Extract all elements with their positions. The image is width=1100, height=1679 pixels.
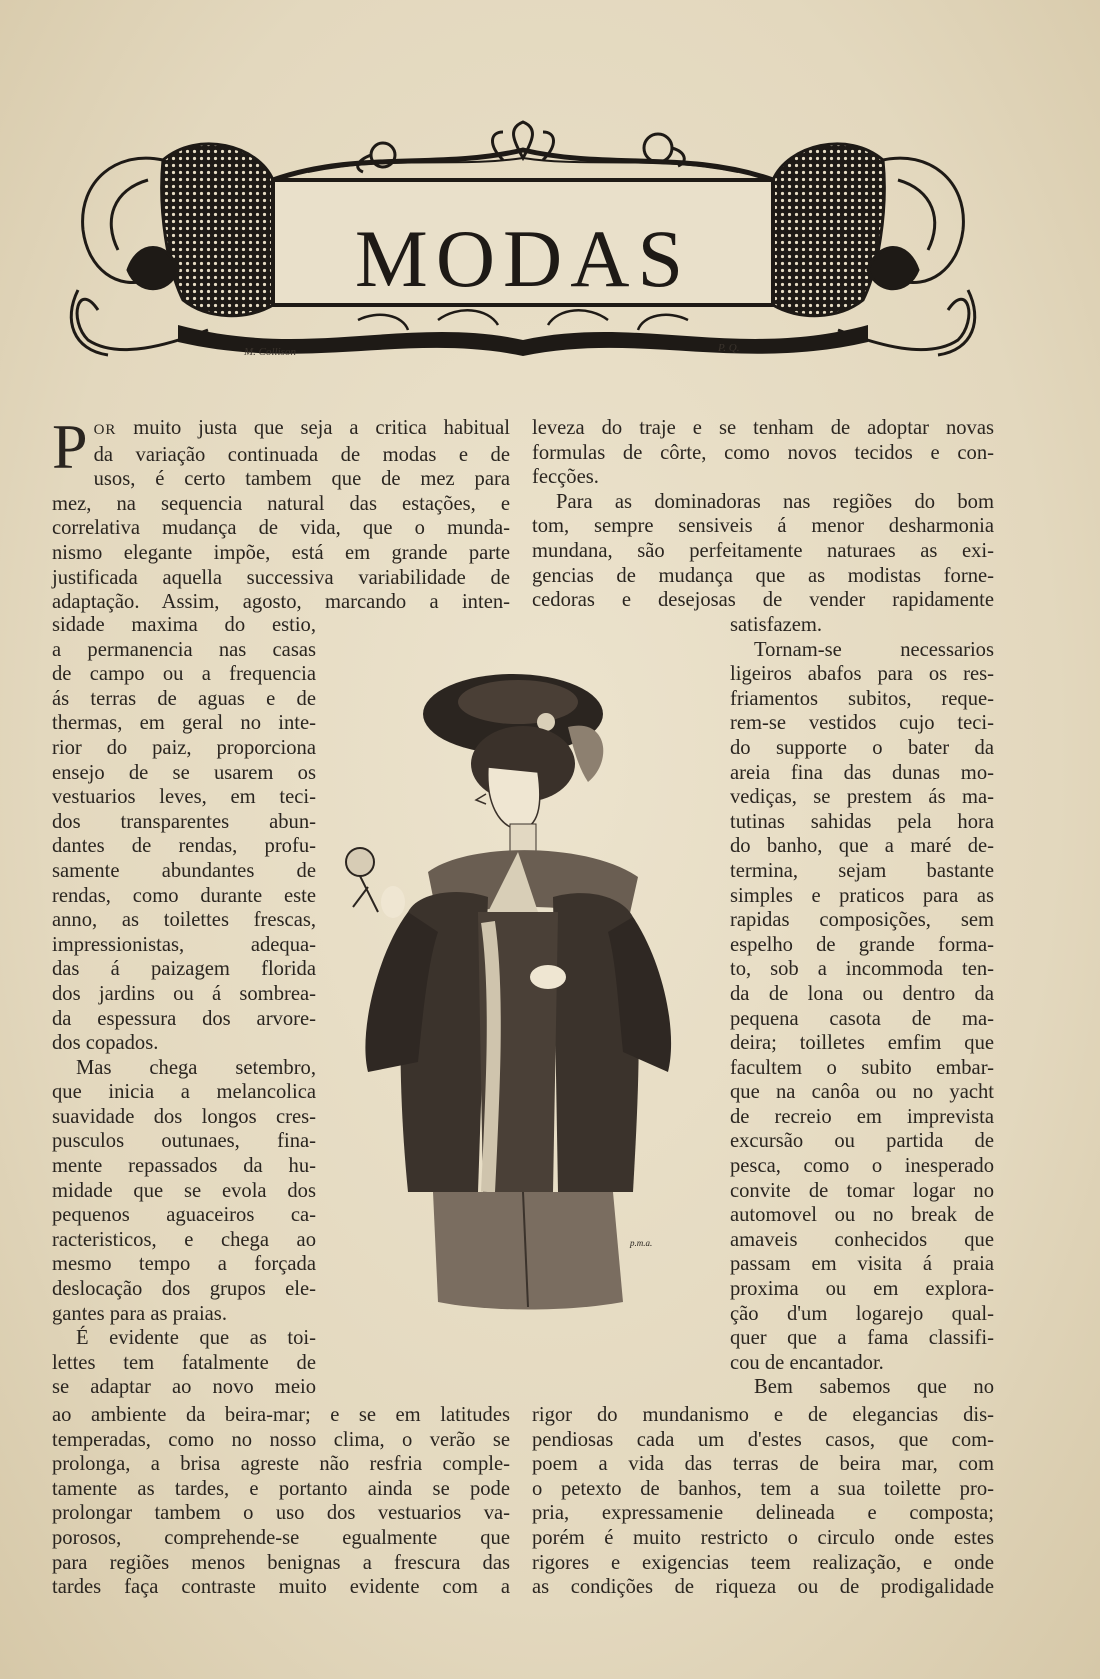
text-line: que inicia a melancolica	[52, 1081, 316, 1104]
text-line: tom, sempre sensiveis á menor desharmonia	[532, 515, 994, 538]
text-line: É evidente que as toi-	[76, 1327, 316, 1350]
text-line: anno, as toilettes frescas,	[52, 909, 316, 932]
text-line: ligeiros abafos para os res-	[730, 663, 994, 686]
left-column-top	[52, 411, 510, 615]
text-line: fecções.	[532, 466, 599, 489]
text-line: rem-se vestidos cujo teci-	[730, 712, 994, 735]
text-line: automovel ou no break de	[730, 1204, 994, 1227]
text-line: dos copados.	[52, 1032, 159, 1055]
text-line: pusculos outunaes, fina-	[52, 1130, 316, 1153]
woman-figure-image	[338, 672, 698, 1378]
text-line: lettes tem fatalmente de	[52, 1351, 316, 1374]
text-line: ás terras de aguas e de	[52, 687, 316, 710]
smallcaps-intro: OR	[93, 422, 117, 438]
text-line: passam em visita á praia	[730, 1253, 994, 1276]
text-line: midade que se evola dos	[52, 1179, 316, 1202]
text-line: para regiões menos benignas a frescura das	[52, 1551, 510, 1574]
text-line: das á paizagem florida	[52, 958, 316, 981]
text-line: thermas, em geral no inte-	[52, 712, 316, 735]
text-line: sidade maxima do estio,	[52, 614, 316, 636]
text-line: mez, na sequencia natural das estações, e	[52, 492, 510, 515]
text-line: impressionistas, adequa-	[52, 933, 316, 956]
right-column-bottom	[532, 1403, 994, 1600]
text-line-rest: muito justa que seja a critica habitual	[116, 417, 510, 439]
text-line: areia fina das dunas mo-	[730, 761, 994, 784]
text-line: suavidade dos longos cres-	[52, 1105, 316, 1128]
text-line: do banho, que a maré de-	[730, 835, 994, 858]
text-line: mesmo tempo a forçada	[52, 1253, 316, 1276]
text-line: as condições de riqueza ou de prodigalidade	[532, 1576, 994, 1599]
text-line: rigor do mundanismo e de elegancias dis-	[532, 1404, 994, 1426]
text-line: vestuarios leves, em teci-	[52, 786, 316, 809]
text-line: Bem sabemos que no	[754, 1376, 994, 1399]
text-line: cou de encantador.	[730, 1351, 884, 1374]
illustration-signature: p.m.a.	[630, 1238, 653, 1248]
text-line: ensejo de se usarem os	[52, 761, 316, 784]
text-line: pequenos aguaceiros ca-	[52, 1204, 316, 1227]
text-line	[52, 416, 510, 443]
text-line: tardes faça contraste muito evidente com a	[52, 1576, 510, 1599]
text-line: da espessura dos arvore-	[52, 1007, 316, 1030]
text-line: gantes para as praias.	[52, 1302, 227, 1325]
text-line: tamente as tardes, e portanto ainda se pode	[52, 1477, 510, 1500]
text-line: Tornam-se necessarios	[754, 638, 994, 661]
text-line: pendiosas cada um d'estes casos, que com-	[532, 1428, 994, 1451]
text-line: pria, expressamenie delineada e composta;	[532, 1502, 994, 1525]
text-line: proxima ou em explora-	[730, 1278, 994, 1301]
text-line: adaptação. Assim, agosto, marcando a inten-	[52, 591, 510, 614]
text-line: simples e praticos para as	[730, 884, 994, 907]
text-line: amaveis conhecidos que	[730, 1228, 994, 1251]
text-line: se adaptar ao novo meio	[52, 1376, 316, 1399]
text-line: tutinas sahidas pela hora	[730, 810, 994, 833]
text-line: de recreio em imprevista	[730, 1105, 994, 1128]
text-line: correlativa mudança de vida, que o munda-	[52, 517, 510, 540]
text-line: dos transparentes abun-	[52, 810, 316, 833]
text-line: to, sob a incommoda ten-	[730, 958, 994, 981]
text-line: do supporte o bater da	[730, 736, 994, 759]
text-line: rior do paiz, proporciona	[52, 736, 316, 759]
text-line: rigores e exigencias teem realização, e onde	[532, 1551, 994, 1574]
text-line: prolonga, a brisa agreste não resfria comple-	[52, 1453, 510, 1476]
text-line: mundana, são perfeitamente naturaes as exi-	[532, 539, 994, 562]
text-line: de campo ou a frequencia	[52, 663, 316, 686]
text-line: dos jardins ou á sombrea-	[52, 982, 316, 1005]
text-line: dantes de rendas, profu-	[52, 835, 316, 858]
text-line: Mas chega setembro,	[76, 1056, 316, 1079]
text-line: deslocação dos grupos ele-	[52, 1278, 316, 1301]
text-line: nismo elegante impõe, está em grande parte	[52, 541, 510, 564]
text-line: que na canôa ou no yacht	[730, 1081, 994, 1104]
text-line: rapidas composições, sem	[730, 909, 994, 932]
text-line: quer que a fama classifi-	[730, 1327, 994, 1350]
text-line: gencias de mudança que as modistas forne-	[532, 564, 994, 587]
left-column-bottom	[52, 1403, 510, 1600]
text-line: Para as dominadoras nas regiões do bom	[556, 490, 994, 513]
text-line: friamentos subitos, reque-	[730, 687, 994, 710]
text-line: deira; toilletes emfim que	[730, 1032, 994, 1055]
text-line: excursão ou partida de	[730, 1130, 994, 1153]
text-line: leveza do traje e se tenham de adoptar novas	[532, 417, 994, 439]
text-line: ao ambiente da beira-mar; e se em latitudes	[52, 1404, 510, 1426]
text-line: vediças, se prestem ás ma-	[730, 786, 994, 809]
dropcap: P	[52, 411, 88, 482]
text-line: porém é muito restricto o circulo onde estes	[532, 1526, 994, 1549]
right-column-narrow	[730, 613, 994, 1400]
text-line: convite de tomar logar no	[730, 1179, 994, 1202]
text-line: racteristicos, e chega ao	[52, 1228, 316, 1251]
ornamental-header	[58, 120, 988, 370]
text-line: ção d'um logarejo qual-	[730, 1302, 994, 1325]
text-line: prolongar tambem o uso dos vestuarios va-	[52, 1502, 510, 1525]
text-line: facultem o subito embar-	[730, 1056, 994, 1079]
text-line: rendas, como durante este	[52, 884, 316, 907]
text-line: justificada aquella successiva variabilidade de	[52, 566, 510, 589]
text-line: da de lona ou dentro da	[730, 982, 994, 1005]
text-line: a permanencia nas casas	[52, 638, 316, 661]
text-line: mente repassados da hu-	[52, 1155, 316, 1178]
text-line: o petexto de banhos, tem a sua toilette pro-	[532, 1477, 994, 1500]
text-line: samente abundantes de	[52, 859, 316, 882]
text-line: poem a vida das terras de beira mar, com	[532, 1453, 994, 1476]
artist-signature-right: P. Q.	[718, 342, 740, 354]
right-column-top	[532, 416, 994, 613]
text-line: satisfazem.	[730, 614, 823, 636]
left-column-narrow	[52, 613, 316, 1400]
text-line: pequena casota de ma-	[730, 1007, 994, 1030]
text-line: pesca, como o inesperado	[730, 1155, 994, 1178]
text-line: espelho de grande forma-	[730, 933, 994, 956]
artist-signature-left: M. Collison	[244, 346, 296, 358]
text-line: temperadas, como no nosso clima, o verão se	[52, 1428, 510, 1451]
page-title: MODAS	[354, 213, 692, 304]
fashion-illustration	[338, 672, 698, 1378]
text-line: da variação continuada de modas e de	[93, 443, 510, 466]
text-line: usos, é certo tambem que de mez para	[93, 468, 510, 491]
text-line: termina, sejam bastante	[730, 859, 994, 882]
text-line: cedoras e desejosas de vender rapidamente	[532, 589, 994, 612]
text-line: formulas de côrte, como novos tecidos e con-	[532, 441, 994, 464]
text-line: porosos, comprehende-se egualmente que	[52, 1526, 510, 1549]
